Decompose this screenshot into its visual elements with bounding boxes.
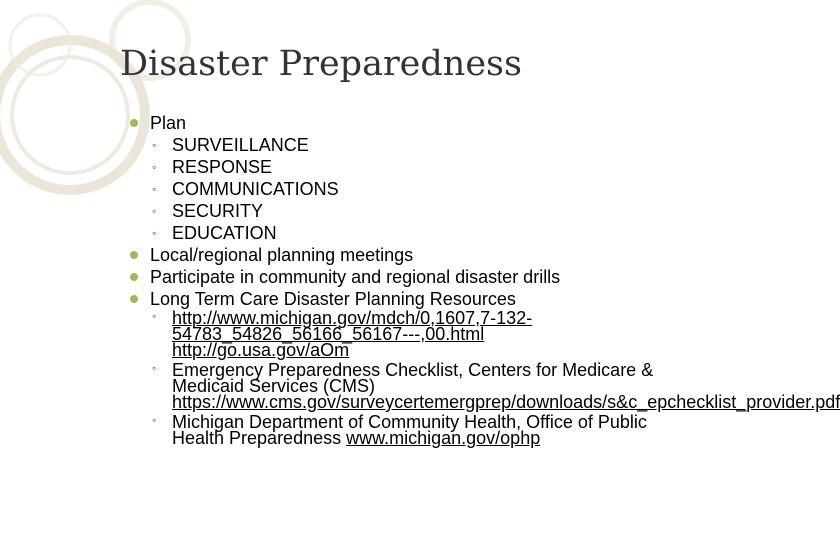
- resource-michigan-mdch: [150, 310, 698, 358]
- resource-ophp: [150, 414, 698, 446]
- mdch-link[interactable]: http://www.michigan.gov/mdch/0,1607,7-132-54783_54826_56166_56167---,00.html: [172, 308, 533, 344]
- sub-item: [150, 134, 698, 156]
- bullet-text: Participate in community and regional disaster drills: [150, 267, 561, 287]
- sub-bullet-icon: ◦: [152, 160, 157, 174]
- slide-body: [128, 112, 840, 450]
- slide-title: Disaster Preparedness: [120, 44, 522, 84]
- bullet-text: Plan: [150, 113, 187, 133]
- sub-bullet-icon: ◦: [152, 138, 157, 152]
- sub-item: [150, 222, 698, 244]
- bullet-text: Long Term Care Disaster Planning Resources: [150, 289, 516, 309]
- bullet-ltc-resources: [128, 288, 840, 448]
- bullet-planning-meetings: [128, 244, 698, 266]
- sub-item: [150, 178, 698, 200]
- bullet-plan: [128, 112, 698, 244]
- ophp-link[interactable]: www.michigan.gov/ophp: [346, 428, 541, 448]
- sub-bullet-icon: ◦: [152, 309, 157, 323]
- bullet-text: Local/regional planning meetings: [150, 245, 414, 265]
- sub-item-text: RESPONSE: [172, 157, 273, 177]
- sub-bullet-icon: ◦: [152, 413, 157, 427]
- cms-checklist-link[interactable]: https://www.cms.gov/surveycertemergprep/downloads/s&c_epchecklist_provider.pdf: [172, 392, 840, 412]
- sub-item-text: SECURITY: [172, 201, 264, 221]
- bullet-disaster-drills: [128, 266, 698, 288]
- sub-item-text: EDUCATION: [172, 223, 277, 243]
- bullet-dot-icon: [130, 251, 138, 259]
- bullet-dot-icon: [130, 273, 138, 281]
- plan-sublist: [150, 134, 698, 244]
- bullet-dot-icon: [130, 295, 138, 303]
- resource-cms-checklist: [150, 360, 840, 412]
- resource-text: Michigan Department of Community Health, Office of Public Health Preparedness: [172, 412, 647, 448]
- go-usa-link[interactable]: http://go.usa.gov/aOm: [172, 340, 350, 360]
- bullet-dot-icon: [130, 119, 138, 127]
- resources-sublist: [150, 308, 840, 448]
- sub-bullet-icon: ◦: [152, 182, 157, 196]
- bullet-list: [128, 112, 840, 448]
- sub-item-text: SURVEILLANCE: [172, 135, 309, 155]
- resource-text: Emergency Preparedness Checklist, Centers for Medicare & Medicaid Services (CMS): [172, 360, 654, 396]
- sub-item: [150, 156, 698, 178]
- sub-bullet-icon: ◦: [152, 226, 157, 240]
- sub-item: [150, 200, 698, 222]
- sub-item-text: COMMUNICATIONS: [172, 179, 339, 199]
- sub-bullet-icon: ◦: [152, 361, 157, 375]
- sub-bullet-icon: ◦: [152, 204, 157, 218]
